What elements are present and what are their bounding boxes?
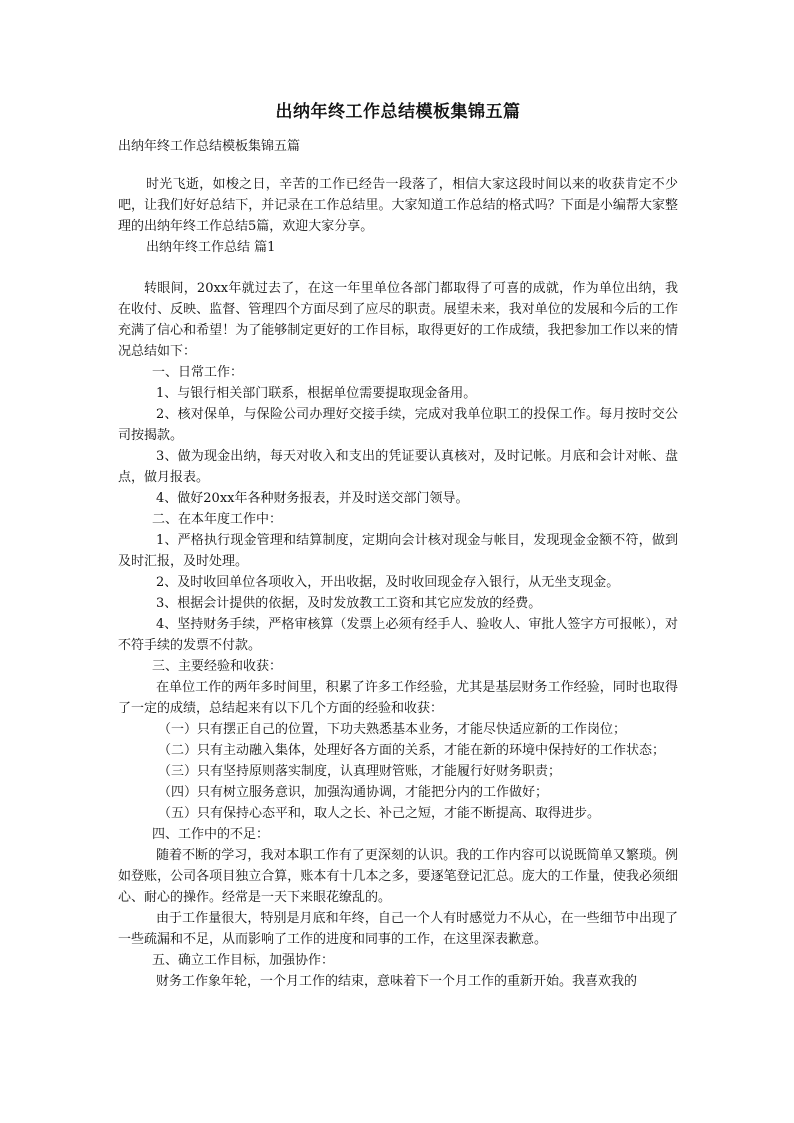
- document-subtitle: 出纳年终工作总结模板集锦五篇: [118, 139, 301, 154]
- section1-item: 2、核对保单，与保险公司办理好交接手续，完成对我单位职工的投保工作。每月按时交公司按揭款。: [118, 407, 678, 443]
- section2-item: 3、根据会计提供的依据，及时发放教工工资和其它应发放的经费。: [156, 596, 542, 611]
- section4-paragraph: 随着不断的学习，我对本职工作有了更深刻的认识。我的工作内容可以说既简单又繁琐。例如登账，公司各项目独立合算，账本有十几本之多，要逐笔登记汇总。庞大的工作量，使我必须细心、耐心的操作。经常是一天下来眼花缭乱的。: [118, 848, 678, 905]
- section3-intro: 在单位工作的两年多时间里，积累了许多工作经验，尤其是基层财务工作经验，同时也取得了一定的成绩，总结起来有以下几个方面的经验和收获：: [118, 680, 678, 716]
- section1-item: 4、做好20xx年各种财务报表，并及时送交部门领导。: [156, 491, 469, 506]
- section3-item: （四）只有树立服务意识，加强沟通协调，才能把分内的工作做好；: [158, 785, 549, 800]
- section2-item: 2、及时收回单位各项收入，开出收据，及时收回现金存入银行，从无坐支现金。: [156, 575, 620, 590]
- section4-paragraph: 由于工作量很大，特别是月底和年终，自己一个人有时感觉力不从心，在一些细节中出现了一些疏漏和不足，从而影响了工作的进度和同事的工作，在这里深表歉意。: [118, 911, 678, 947]
- section3-item: （一）只有摆正自己的位置，下功夫熟悉基本业务，才能尽快适应新的工作岗位；: [158, 722, 627, 737]
- section2-item: 4、坚持财务手续，严格审核算（发票上必须有经手人、验收人、审批人签字方可报帐），对不符手续的发票不付款。: [118, 617, 678, 653]
- section-heading-3: 三、主要经验和收获：: [152, 659, 283, 674]
- document-title: 出纳年终工作总结模板集锦五篇: [275, 102, 521, 122]
- section3-item: （三）只有坚持原则落实制度，认真理财管账，才能履行好财务职责；: [158, 764, 562, 779]
- section5-paragraph: 财务工作象年轮，一个月工作的结束，意味着下一个月工作的重新开始。我喜欢我的: [156, 974, 638, 989]
- section2-item: 1、严格执行现金管理和结算制度，定期向会计核对现金与帐目，发现现金金额不符，做到及时汇报，及时处理。: [118, 533, 678, 569]
- intro-paragraph: 时光飞逝，如梭之日，辛苦的工作已经告一段落了，相信大家这段时间以来的收获肯定不少吧，让我们好好总结下，并记录在工作总结里。大家知道工作总结的格式吗？下面是小编帮大家整理的出纳年终工作总结5篇，欢迎大家分享。: [118, 177, 678, 234]
- opening-paragraph: 转眼间，20xx年就过去了，在这一年里单位各部门都取得了可喜的成就，作为单位出纳，我在收付、反映、监督、管理四个方面尽到了应尽的职责。展望未来，我对单位的发展和今后的工作充满了信心和希望！为了能够制定更好的工作目标，取得更好的工作成绩，我把参加工作以来的情况总结如下：: [118, 281, 678, 359]
- section-heading-4: 四、工作中的不足：: [152, 827, 270, 842]
- section1-item: 1、与银行相关部门联系，根据单位需要提取现金备用。: [156, 386, 477, 401]
- section1-item: 3、做为现金出纳，每天对收入和支出的凭证要认真核对，及时记帐。月底和会计对帐、盘点，做月报表。: [118, 449, 678, 485]
- section-heading-2: 二、在本年度工作中：: [152, 512, 283, 527]
- section3-item: （二）只有主动融入集体，处理好各方面的关系，才能在新的环境中保持好的工作状态；: [158, 743, 666, 758]
- section3-item: （五）只有保持心态平和，取人之长、补己之短，才能不断提高、取得进步。: [158, 806, 601, 821]
- section-heading-1: 一、日常工作：: [152, 365, 244, 380]
- piece-label: 出纳年终工作总结 篇1: [146, 240, 276, 255]
- document-page: [118, 100, 678, 992]
- section-heading-5: 五、确立工作目标，加强协作：: [152, 953, 335, 968]
